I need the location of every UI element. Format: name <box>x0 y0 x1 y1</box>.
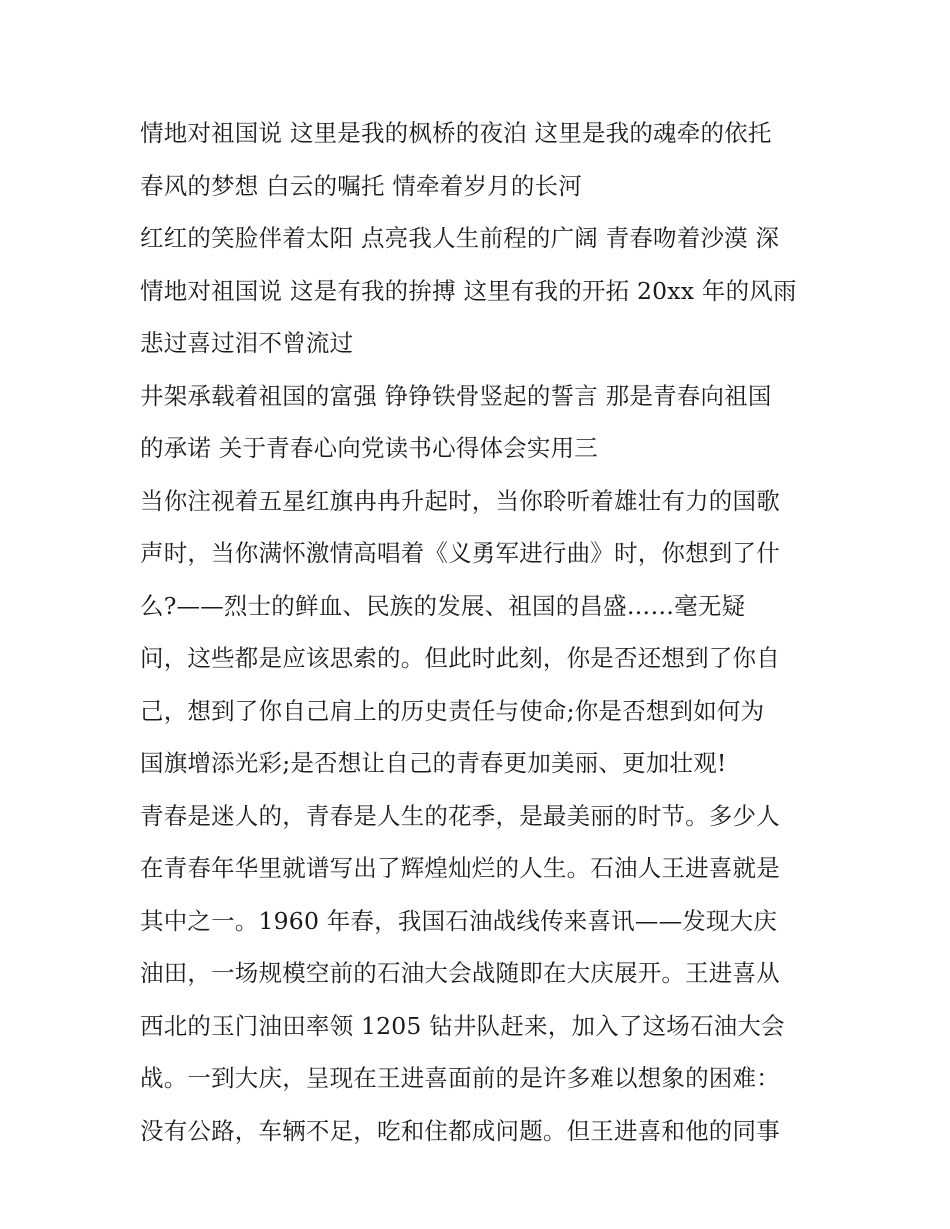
text-line: 油田，一场规模空前的石油大会战随即在大庆展开。王进喜从 <box>140 959 780 987</box>
text-line: 问，这些都是应该思索的。但此时此刻，你是否还想到了你自 <box>140 644 780 672</box>
text-line: 么?——烈士的鲜血、民族的发展、祖国的昌盛……毫无疑 <box>140 591 746 620</box>
text-line: 的承诺 关于青春心向党读书心得体会实用三 <box>140 434 598 462</box>
text-line: 情地对祖国说 这是有我的拚搏 这里有我的开拓 20xx 年的风雨 <box>140 276 797 305</box>
text-line: 春风的梦想 白云的嘱托 情牵着岁月的长河 <box>140 171 582 200</box>
text-line: 青春是迷人的，青春是人生的花季，是最美丽的时节。多少人 <box>140 801 780 830</box>
text-line: 没有公路，车辆不足，吃和住都成问题。但王进喜和他的同事 <box>140 1116 780 1145</box>
text-line: 井架承载着祖国的富强 铮铮铁骨竖起的誓言 那是青春向祖国 <box>140 381 772 410</box>
text-line: 情地对祖国说 这里是我的枫桥的夜泊 这里是我的魂牵的依托 <box>140 119 772 147</box>
text-line: 当你注视着五星红旗冉冉升起时，当你聆听着雄壮有力的国歌 <box>140 486 780 515</box>
text-line: 国旗增添光彩;是否想让自己的青春更加美丽、更加壮观! <box>140 749 727 777</box>
body-text <box>140 107 820 1157</box>
text-line: 声时，当你满怀激情高唱着《义勇军进行曲》时，你想到了什 <box>140 539 780 567</box>
text-line: 西北的玉门油田率领 1205 钻井队赶来，加入了这场石油大会 <box>140 1011 785 1040</box>
text-line: 己，想到了你自己肩上的历史责任与使命;你是否想到如何为 <box>140 696 765 725</box>
text-line: 悲过喜过泪不曾流过 <box>140 329 354 357</box>
text-line: 红红的笑脸伴着太阳 点亮我人生前程的广阔 青春吻着沙漠 深 <box>140 224 780 252</box>
text-line: 在青春年华里就谱写出了辉煌灿烂的人生。石油人王进喜就是 <box>140 854 780 882</box>
text-line: 其中之一。1960 年春，我国石油战线传来喜讯——发现大庆 <box>140 906 778 935</box>
text-line: 战。一到大庆，呈现在王进喜面前的是许多难以想象的困难： <box>140 1064 780 1092</box>
